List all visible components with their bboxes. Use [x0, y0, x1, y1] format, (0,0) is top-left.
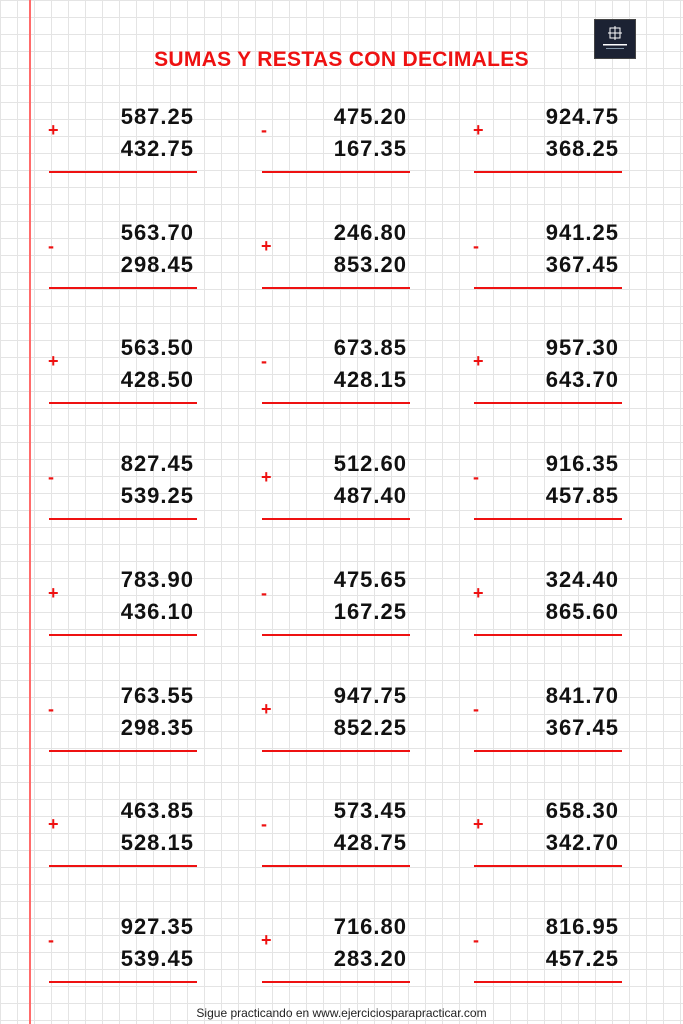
second-number: 457.85 — [545, 483, 619, 509]
first-number: 783.90 — [120, 566, 194, 592]
second-number: 428.75 — [333, 830, 407, 856]
first-number: 941.25 — [545, 219, 619, 245]
first-number: 587.25 — [120, 104, 194, 129]
problem-item — [261, 105, 411, 185]
second-number: 428.50 — [120, 367, 194, 393]
answer-line — [49, 634, 197, 636]
problem-item — [261, 452, 411, 532]
problem-item — [261, 336, 411, 416]
answer-line — [474, 402, 622, 404]
first-number: 573.45 — [333, 798, 407, 824]
operator-sign: + — [261, 235, 272, 256]
first-number: 463.85 — [120, 798, 194, 824]
problem-item — [48, 799, 198, 879]
second-number: 167.25 — [333, 598, 407, 624]
answer-line — [262, 981, 410, 983]
second-number: 487.40 — [333, 483, 407, 509]
problem-item — [473, 452, 623, 532]
second-number: 853.20 — [333, 251, 407, 277]
answer-line — [474, 981, 622, 983]
answer-line — [262, 171, 410, 173]
first-number: 673.85 — [333, 335, 407, 361]
problem-item — [473, 684, 623, 764]
first-number: 658.30 — [545, 798, 619, 824]
second-number: 528.15 — [120, 830, 194, 856]
answer-line — [474, 287, 622, 289]
second-number: 539.25 — [120, 483, 194, 509]
answer-line — [262, 750, 410, 752]
operator-sign: - — [48, 467, 54, 488]
problem-item — [48, 684, 198, 764]
first-number: 324.40 — [545, 566, 619, 592]
problem-item — [261, 221, 411, 301]
answer-line — [262, 287, 410, 289]
first-number: 512.60 — [333, 451, 407, 477]
second-number: 432.75 — [120, 136, 194, 161]
problem-item — [48, 105, 198, 185]
second-number: 368.25 — [545, 136, 619, 161]
answer-line — [474, 750, 622, 752]
second-number: 298.45 — [120, 251, 194, 277]
answer-line — [262, 518, 410, 520]
second-number: 283.20 — [333, 945, 407, 971]
second-number: 342.70 — [545, 830, 619, 856]
answer-line — [262, 634, 410, 636]
problem-item — [261, 684, 411, 764]
second-number: 539.45 — [120, 945, 194, 971]
answer-line — [474, 518, 622, 520]
second-number: 367.45 — [545, 251, 619, 277]
second-number: 852.25 — [333, 714, 407, 740]
second-number: 865.60 — [545, 598, 619, 624]
answer-line — [49, 287, 197, 289]
answer-line — [49, 171, 197, 173]
operator-sign: - — [261, 814, 267, 835]
notebook-margin-line — [29, 0, 31, 1024]
operator-sign: + — [48, 814, 59, 835]
operator-sign: + — [261, 929, 272, 950]
first-number: 927.35 — [120, 913, 194, 939]
problem-item — [48, 452, 198, 532]
operator-sign: - — [473, 235, 479, 256]
second-number: 367.45 — [545, 714, 619, 740]
answer-line — [474, 865, 622, 867]
first-number: 924.75 — [545, 104, 619, 129]
operator-sign: + — [48, 120, 59, 140]
operator-sign: - — [473, 467, 479, 488]
operator-sign: + — [473, 120, 484, 140]
problem-item — [261, 915, 411, 995]
second-number: 436.10 — [120, 598, 194, 624]
problem-item — [48, 336, 198, 416]
first-number: 957.30 — [545, 335, 619, 361]
operator-sign: - — [473, 929, 479, 950]
first-number: 947.75 — [333, 682, 407, 708]
first-number: 475.65 — [333, 566, 407, 592]
first-number: 763.55 — [120, 682, 194, 708]
footer-website: Sigue practicando en www.ejerciciosparapracticar.com — [196, 1006, 487, 1020]
answer-line — [262, 865, 410, 867]
answer-line — [262, 402, 410, 404]
operator-sign: - — [261, 351, 267, 372]
answer-line — [49, 981, 197, 983]
problem-item — [473, 915, 623, 995]
answer-line — [49, 865, 197, 867]
page-title: SUMAS Y RESTAS CON DECIMALES — [154, 48, 529, 71]
operator-sign: + — [473, 814, 484, 835]
operator-sign: + — [261, 698, 272, 719]
answer-line — [49, 750, 197, 752]
operator-sign: + — [261, 467, 272, 488]
answer-line — [49, 402, 197, 404]
problem-item — [261, 799, 411, 879]
operator-sign: - — [48, 235, 54, 256]
operator-sign: + — [48, 582, 59, 603]
first-number: 827.45 — [120, 451, 194, 477]
second-number: 457.25 — [545, 945, 619, 971]
problem-item — [473, 568, 623, 648]
answer-line — [49, 518, 197, 520]
problem-item — [473, 799, 623, 879]
problem-item — [473, 336, 623, 416]
first-number: 816.95 — [545, 913, 619, 939]
first-number: 716.80 — [333, 913, 407, 939]
first-number: 563.70 — [120, 219, 194, 245]
problem-item — [261, 568, 411, 648]
first-number: 475.20 — [333, 104, 407, 129]
answer-line — [474, 171, 622, 173]
problem-item — [48, 221, 198, 301]
operator-sign: + — [473, 351, 484, 372]
operator-sign: - — [48, 698, 54, 719]
answer-line — [474, 634, 622, 636]
operator-sign: - — [261, 120, 267, 140]
second-number: 167.35 — [333, 136, 407, 161]
operator-sign: - — [48, 929, 54, 950]
operator-sign: + — [48, 351, 59, 372]
operator-sign: - — [261, 582, 267, 603]
problem-item — [473, 105, 623, 185]
operator-sign: + — [473, 582, 484, 603]
first-number: 916.35 — [545, 451, 619, 477]
first-number: 246.80 — [333, 219, 407, 245]
problem-item — [473, 221, 623, 301]
first-number: 563.50 — [120, 335, 194, 361]
operator-sign: - — [473, 698, 479, 719]
problem-item — [48, 568, 198, 648]
first-number: 841.70 — [545, 682, 619, 708]
second-number: 298.35 — [120, 714, 194, 740]
problem-item — [48, 915, 198, 995]
second-number: 643.70 — [545, 367, 619, 393]
second-number: 428.15 — [333, 367, 407, 393]
